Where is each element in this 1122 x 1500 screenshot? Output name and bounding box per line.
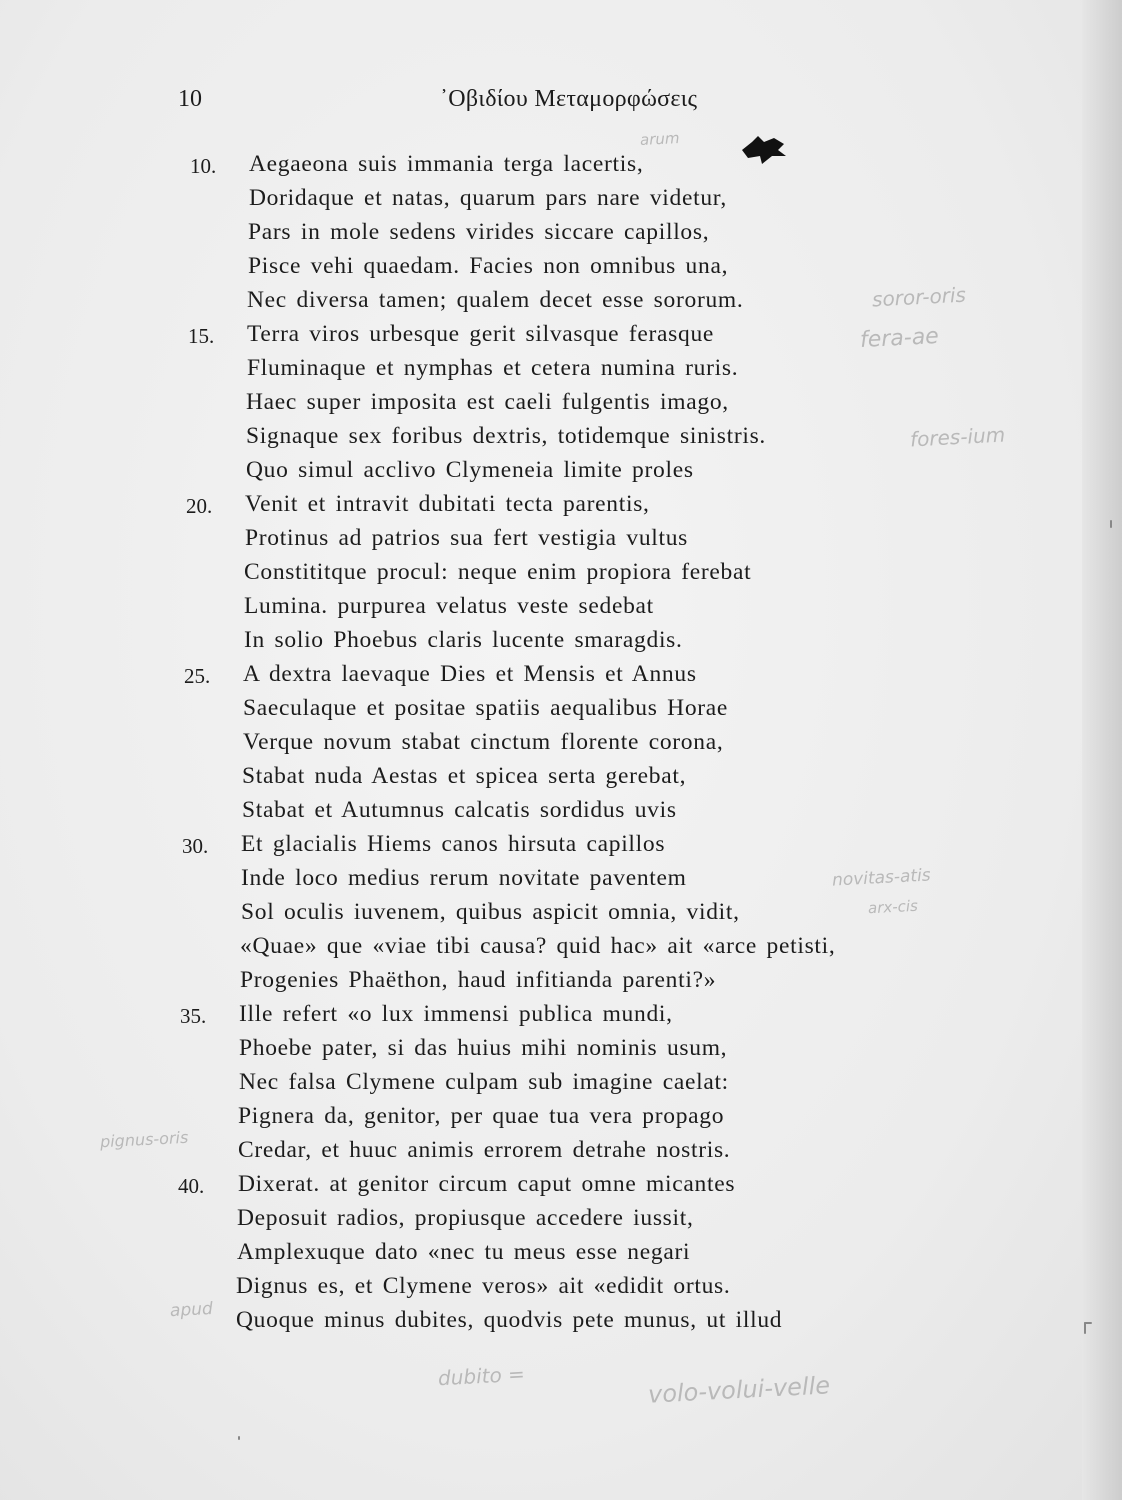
page-header <box>178 86 858 116</box>
verse-line <box>0 1070 1122 1104</box>
page-number: 10 <box>178 86 202 112</box>
verse-line <box>0 628 1122 662</box>
verse-line <box>0 560 1122 594</box>
verse-text: Deposuit radios, propiusque accedere iussit, <box>237 1205 694 1231</box>
verse-text: Phoebe pater, si das huius mihi nominis usum, <box>239 1035 728 1061</box>
verse-text: Stabat nuda Aestas et spicea serta gerebat, <box>242 763 687 789</box>
verse-text: Quoque minus dubites, quodvis pete munus, ut illud <box>236 1307 783 1333</box>
pencil-note: volo-volui-velle <box>647 1371 831 1409</box>
verse-line <box>0 492 1122 526</box>
verse-block <box>0 152 1122 1342</box>
verse-text: Pisce vehi quaedam. Facies non omnibus una, <box>248 253 729 279</box>
line-number: 40. <box>178 1174 205 1198</box>
verse-line <box>0 1240 1122 1274</box>
verse-text: Haec super imposita est caeli fulgentis imago, <box>246 389 729 415</box>
verse-line <box>0 1206 1122 1240</box>
ink-blot-icon <box>738 132 788 168</box>
verse-text: Signaque sex foribus dextris, totidemque sinistris. <box>246 423 766 449</box>
verse-text: Ille refert «o lux immensi publica mundi, <box>239 1001 673 1027</box>
verse-text: In solio Phoebus claris lucente smaragdis. <box>244 627 683 653</box>
verse-line <box>0 526 1122 560</box>
verse-text: Terra viros urbesque gerit silvasque ferasque <box>247 321 715 347</box>
verse-text: Aegaeona suis immania terga lacertis, <box>249 151 644 177</box>
pencil-note: arx-cis <box>867 896 919 918</box>
verse-text: Pars in mole sedens virides siccare capillos, <box>248 219 710 245</box>
verse-text: Fluminaque et nymphas et cetera numina ruris. <box>247 355 739 381</box>
verse-line <box>0 152 1122 186</box>
verse-line <box>0 968 1122 1002</box>
verse-line <box>0 594 1122 628</box>
verse-text: Stabat et Autumnus calcatis sordidus uvis <box>242 797 677 823</box>
line-number: 15. <box>188 324 215 348</box>
verse-text: Lumina. purpurea velatus veste sedebat <box>244 593 654 619</box>
pencil-note: fores-ium <box>909 422 1006 452</box>
verse-line <box>0 1172 1122 1206</box>
paper-speck <box>1110 520 1112 528</box>
verse-text: Amplexuque dato «nec tu meus esse negari <box>237 1239 691 1265</box>
verse-line <box>0 390 1122 424</box>
verse-text: Inde loco medius rerum novitate paventem <box>241 865 687 891</box>
verse-line <box>0 220 1122 254</box>
pencil-note: dubito = <box>437 1361 526 1391</box>
pencil-note: apud <box>169 1298 214 1322</box>
verse-line <box>0 866 1122 900</box>
verse-text: Venit et intravit dubitati tecta parentis, <box>245 491 650 517</box>
pencil-note: arum <box>639 128 680 150</box>
verse-text: Verque novum stabat cinctum florente corona, <box>243 729 724 755</box>
verse-text: Dignus es, et Clymene veros» ait «edidit ortus. <box>236 1273 731 1299</box>
verse-text: Nec diversa tamen; qualem decet esse sororum. <box>247 287 744 313</box>
verse-line <box>0 356 1122 390</box>
pencil-note: novitas-atis <box>831 865 932 891</box>
paper-speck <box>238 1436 240 1440</box>
verse-text: Quo simul acclivo Clymeneia limite proles <box>246 457 694 483</box>
verse-line <box>0 1274 1122 1308</box>
verse-line <box>0 696 1122 730</box>
verse-text: Dixerat. at genitor circum caput omne micantes <box>238 1171 736 1197</box>
line-number: 35. <box>180 1004 207 1028</box>
verse-line <box>0 832 1122 866</box>
verse-line <box>0 322 1122 356</box>
verse-line <box>0 730 1122 764</box>
verse-line <box>0 900 1122 934</box>
verse-line <box>0 764 1122 798</box>
verse-line <box>0 1308 1122 1342</box>
verse-text: Et glacialis Hiems canos hirsuta capillos <box>241 831 666 857</box>
verse-text: Constititque procul: neque enim propiora ferebat <box>244 559 752 585</box>
verse-text: Protinus ad patrios sua fert vestigia vultus <box>245 525 689 551</box>
line-number: 10. <box>190 154 217 178</box>
pencil-note: fera-ae <box>859 323 940 354</box>
verse-text: Credar, et huuc animis errorem detrahe nostris. <box>238 1137 731 1163</box>
verse-line <box>0 1002 1122 1036</box>
verse-line <box>0 662 1122 696</box>
verse-text: Sol oculis iuvenem, quibus aspicit omnia, vidit, <box>241 899 740 925</box>
pencil-note: pignus-oris <box>99 1127 189 1152</box>
verse-text: «Quae» que «viae tibi causa? quid hac» ait «arce petisti, <box>240 933 836 959</box>
line-number: 20. <box>186 494 213 518</box>
running-title: ᾿Οβιδίου Μεταμορφώσεις <box>440 86 698 112</box>
verse-line <box>0 186 1122 220</box>
verse-text: A dextra laevaque Dies et Mensis et Annus <box>243 661 697 687</box>
verse-line <box>0 798 1122 832</box>
verse-text: Doridaque et natas, quarum pars nare videtur, <box>249 185 727 211</box>
verse-text: Saeculaque et positae spatiis aequalibus Horae <box>243 695 729 721</box>
verse-line <box>0 458 1122 492</box>
verse-text: Progenies Phaëthon, haud infitianda parenti?» <box>240 967 717 993</box>
verse-text: Nec falsa Clymene culpam sub imagine caelat: <box>239 1069 729 1095</box>
paper-speck <box>1084 1322 1086 1334</box>
line-number: 30. <box>182 834 209 858</box>
verse-text: Pignera da, genitor, per quae tua vera propago <box>238 1103 725 1129</box>
pencil-note: soror-oris <box>871 282 967 312</box>
verse-line <box>0 1036 1122 1070</box>
verse-line <box>0 934 1122 968</box>
line-number: 25. <box>184 664 211 688</box>
